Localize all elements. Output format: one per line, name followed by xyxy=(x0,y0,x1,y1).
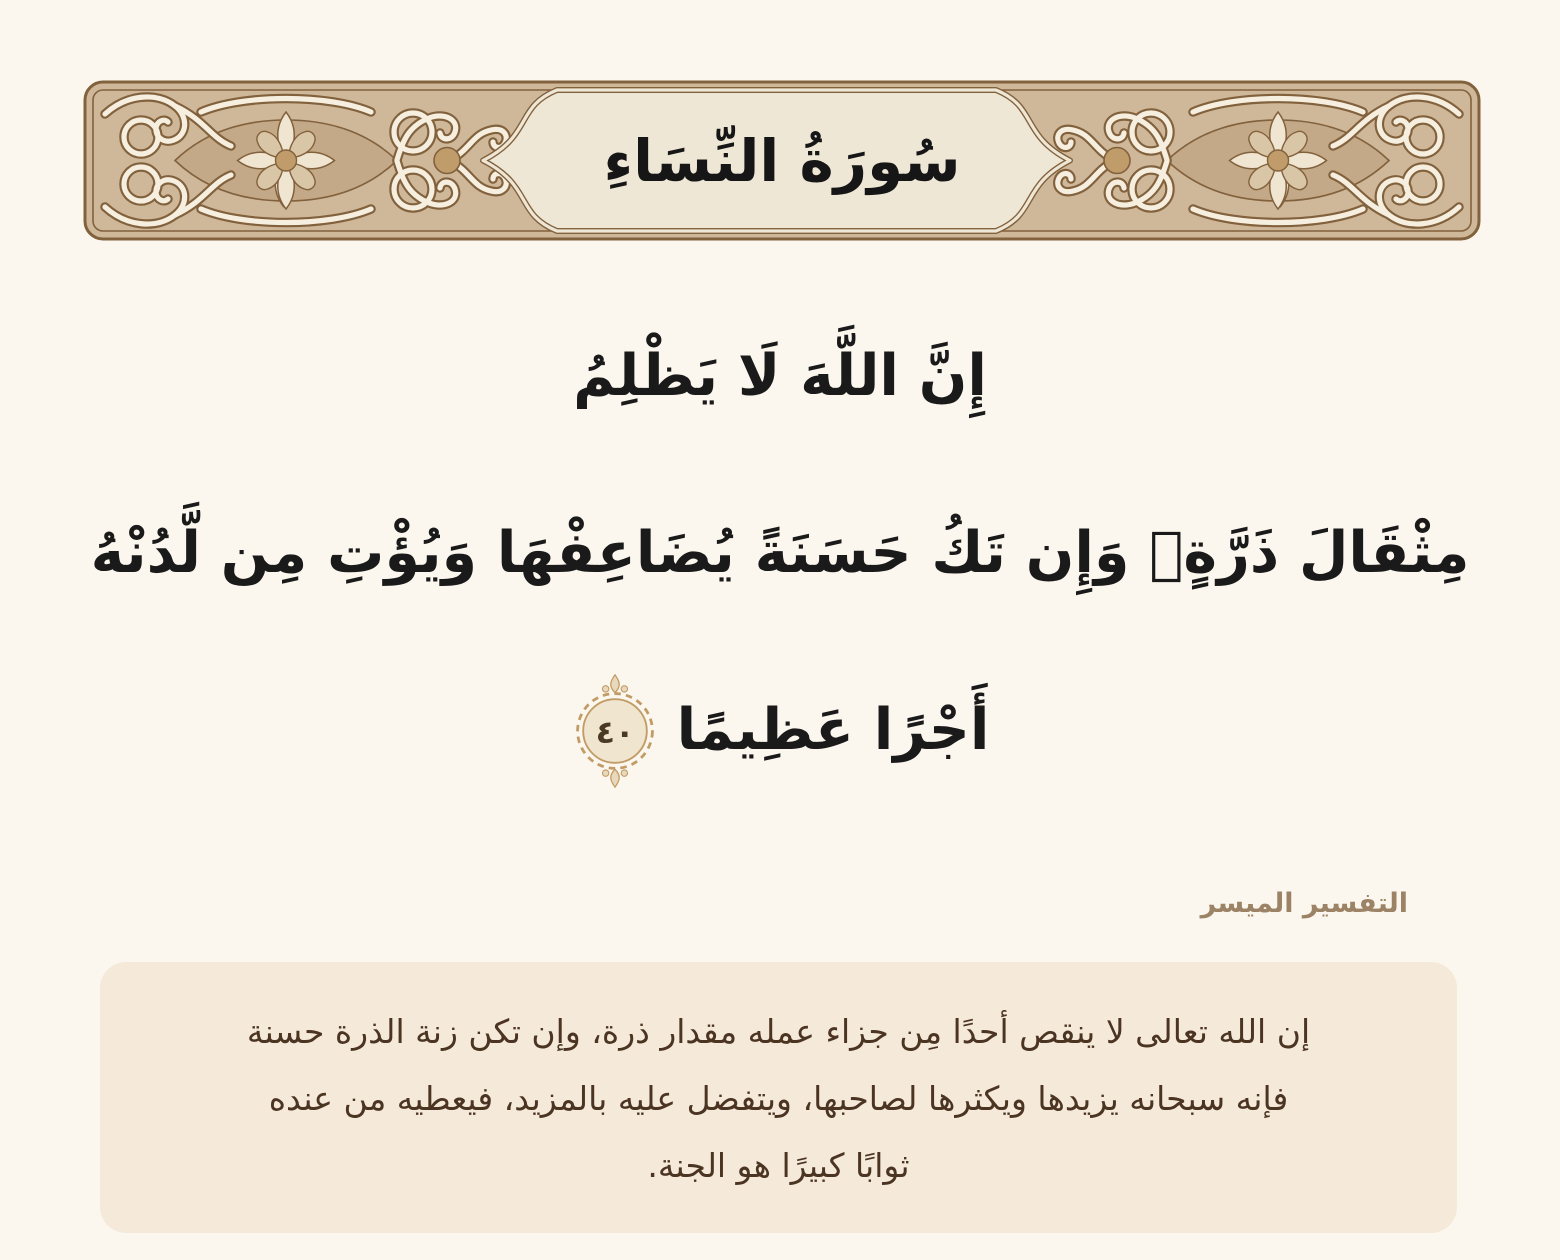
verse-number: ٤٠ xyxy=(595,713,635,751)
verse-line-2: مِثْقَالَ ذَرَّةٍۖ وَإِن تَكُ حَسَنَةً يُضَاعِفْهَا وَيُؤْتِ مِن لَّدُنْهُ xyxy=(90,520,1470,586)
tafsir-line-3: ثوابًا كبيرًا هو الجنة. xyxy=(647,1146,910,1185)
tafsir-line-2: فإنه سبحانه يزيدها ويكثرها لصاحبها، ويتفضل عليه بالمزيد، فيعطيه من عنده xyxy=(268,1079,1289,1118)
surah-title: سُورَةُ النِّسَاءِ xyxy=(603,126,961,195)
tafsir-line-1: إن الله تعالى لا ينقص أحدًا مِن جزاء عمله مقدار ذرة، وإن تكن زنة الذرة حسنة xyxy=(246,1012,1311,1051)
verse-line-3: أَجْرًا عَظِيمًا xyxy=(676,697,990,763)
surah-header-banner xyxy=(83,80,1481,241)
tafsir-source-label: التفسير الميسر xyxy=(1200,888,1408,919)
verse-number-medallion xyxy=(571,673,659,789)
verse-text xyxy=(0,288,1560,819)
verse-line-1: إِنَّ اللَّهَ لَا يَظْلِمُ xyxy=(573,343,987,409)
tafsir-box xyxy=(100,962,1457,1233)
ornamental-border xyxy=(83,80,1481,241)
